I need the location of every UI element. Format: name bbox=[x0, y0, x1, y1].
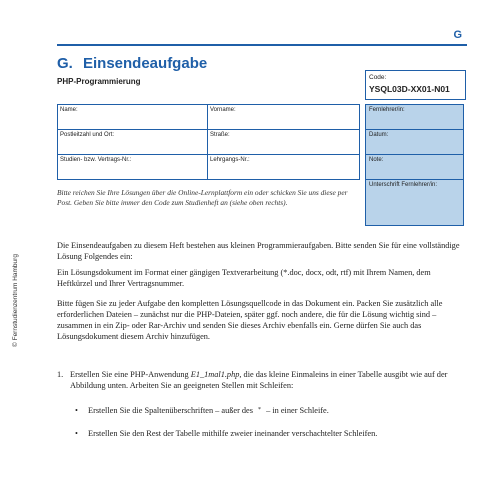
code-box bbox=[365, 70, 466, 100]
submission-instruction: Bitte reichen Sie Ihre Lösungen über die Online-Lernplattform ein oder schicken Sie uns diese per Post. Geben Sie bitte immer den Code zum Studienheft an (siehe oben rechts). bbox=[57, 188, 348, 207]
unterschrift-label: Unterschrift Fernlehrer/in: bbox=[369, 182, 438, 188]
strasse-label: Straße: bbox=[210, 132, 230, 138]
plz-ort-field[interactable] bbox=[58, 130, 207, 154]
task-1-filename: E1_1mal1.php bbox=[190, 370, 240, 379]
bullet-1 bbox=[75, 405, 467, 416]
side-credit: © Fernstudienzentrum Hamburg bbox=[12, 254, 19, 347]
strasse-field[interactable] bbox=[208, 130, 360, 154]
name-field[interactable] bbox=[58, 105, 207, 129]
asterisk-symbol: * bbox=[258, 407, 262, 413]
bullet-2-marker: • bbox=[75, 429, 78, 438]
vorname-label: Vorname: bbox=[210, 107, 236, 113]
intro-paragraph: Die Einsendeaufgaben zu diesem Heft bestehen aus kleinen Programmieraufgaben. Bitte senden Sie für eine vollständige Lösung Folgendes ein: bbox=[57, 241, 460, 261]
document-paragraph: Ein Lösungsdokument im Format einer gängigen Textverarbeitung (*.doc, docx, odt, rtf) mit Ihrem Namen, dem Heftkürzel und Ihrer Vertragsnummer. bbox=[57, 268, 431, 288]
bullet-2 bbox=[75, 428, 458, 439]
task-1-text-before: Erstellen Sie eine PHP-Anwendung bbox=[70, 370, 191, 379]
student-form bbox=[57, 104, 360, 180]
bullet-2-text: Erstellen Sie den Rest der Tabelle mithilfe zweier ineinander verschachtelter Schleifen. bbox=[88, 429, 378, 438]
vorname-field[interactable] bbox=[208, 105, 360, 129]
lehrgangs-nr-label: Lehrgangs-Nr.: bbox=[210, 157, 250, 163]
section-subtitle: PHP-Programmierung bbox=[57, 77, 141, 86]
header-rule bbox=[57, 44, 467, 46]
code-value: YSQL03D-XX01-N01 bbox=[369, 84, 450, 94]
section-number: G. bbox=[57, 55, 73, 72]
studien-nr-label: Studien- bzw. Vertrags-Nr.: bbox=[60, 157, 132, 163]
studien-nr-field[interactable] bbox=[58, 155, 207, 179]
plz-ort-label: Postleitzahl und Ort: bbox=[60, 132, 115, 138]
section-title bbox=[57, 55, 207, 72]
code-label: Code: bbox=[369, 74, 387, 81]
bullet-1-text-before: Erstellen Sie die Spaltenüberschriften – außer des bbox=[88, 406, 256, 415]
bullet-1-marker: • bbox=[75, 406, 78, 415]
name-label: Name: bbox=[60, 107, 78, 113]
task-1-text-after: , die das kleine Einmaleins in einer Tabelle ausgibt wie auf der Abbildung unten. Arbeiten Sie an geeigneten Stellen mit Schleifen: bbox=[70, 370, 448, 390]
lehrgangs-nr-field[interactable] bbox=[208, 155, 360, 179]
section-title-text: Einsendeaufgabe bbox=[83, 55, 208, 72]
teacher-box bbox=[365, 104, 464, 226]
bullet-1-text-after: – in einer Schleife. bbox=[264, 406, 329, 415]
task-1 bbox=[57, 369, 467, 391]
source-code-paragraph: Bitte fügen Sie zu jeder Aufgabe den kompletten Lösungsquellcode in das Dokument ein. Packen Sie zusätzlich alle erforderlichen Dateien – zunächst nur die PHP-Dateien, später ggf. noch andere, die für die Lösung wichtig sind – zusammen in ein Zip- oder Rar-Archiv und senden Sie dieses Archiv ebenfalls ein. Gerne dürfen Sie auch das Lösungsdokument diesem Archiv hinzufügen. bbox=[57, 299, 443, 341]
datum-label: Datum: bbox=[369, 132, 389, 138]
task-1-marker: 1. bbox=[57, 370, 64, 379]
chapter-letter: G bbox=[453, 29, 462, 41]
fernlehrer-label: Fernlehrer/in: bbox=[369, 107, 405, 113]
note-label: Note: bbox=[369, 157, 384, 163]
